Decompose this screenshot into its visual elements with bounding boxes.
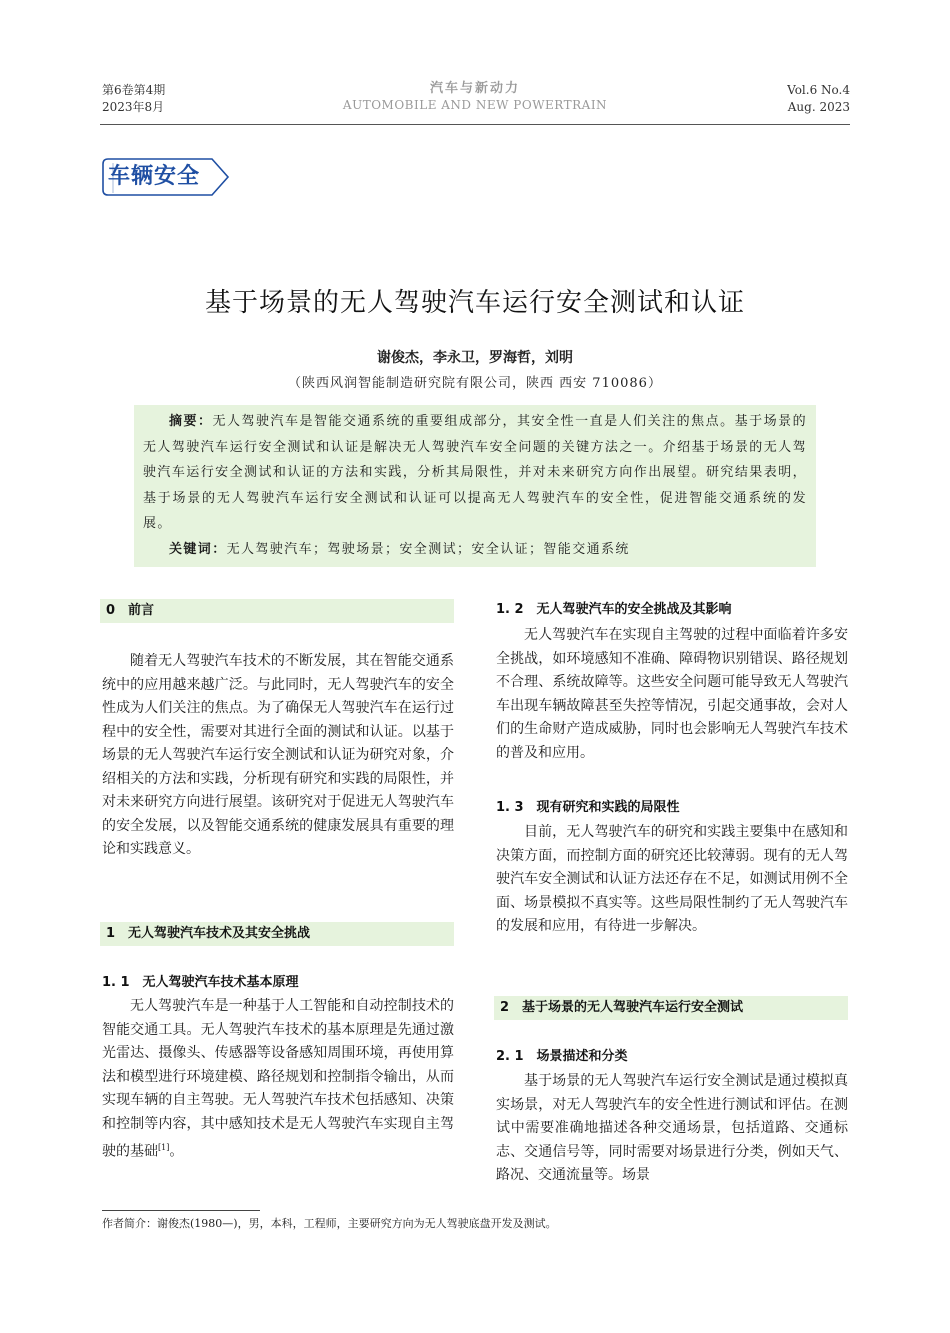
publish-date: 2023年8月 [102,100,165,114]
section-2-heading: 2 基于场景的无人驾驶汽车运行安全测试 [494,996,848,1020]
column-badge-label: 车辆安全 [108,164,201,189]
abstract-paragraph [143,409,807,537]
section-1-1-end: 。 [169,1143,184,1160]
section-0-text: 随着无人驾驶汽车技术的不断发展，其在智能交通系统中的应用越来越广泛。与此同时，无人驾驶汽车的安全性成为人们关注的焦点。为了确保无人驾驶汽车在运行过程中的安全性，需要对其进行全面的测试和认证。以基于场景的无人驾驶汽车运行安全测试和认证为研究对象，介绍相关的方法和实践，分析现有研究和实践的局限性，并对未来研究方向进行展望。该研究对于促进无人驾驶汽车的安全发展，以及智能交通系统的健康发展具有重要的理论和实践意义。 [102,653,454,857]
paper-title: 基于场景的无人驾驶汽车运行安全测试和认证 [204,288,745,318]
column-badge [100,156,234,198]
section-2-1-text: 基于场景的无人驾驶汽车运行安全测试是通过模拟真实场景，对无人驾驶汽车的安全性进行测试和评估。在测试中需要准确地描述各种交通场景，包括道路、交通标志、交通信号等，同时需要对场景进行分类，例如天气、路况、交通流量等。场景 [496,1073,848,1183]
keywords-paragraph [143,537,807,563]
author-footnote: 作者简介：谢俊杰(1980—)，男，本科，工程师，主要研究方向为无人驾驶底盘开发及测试。 [102,1217,557,1230]
section-1-3-heading: 1. 3 现有研究和实践的局限性 [496,800,680,815]
abstract-box [134,405,816,567]
journal-name-cn: 汽车与新动力 [429,81,520,96]
journal-name-en: AUTOMOBILE AND NEW POWERTRAIN [342,98,608,112]
section-1-heading: 1 无人驾驶汽车技术及其安全挑战 [100,922,454,946]
section-2-1-heading: 2. 1 场景描述和分类 [496,1049,628,1064]
section-1-3-text: 目前，无人驾驶汽车的研究和实践主要集中在感知和决策方面，而控制方面的研究还比较薄弱。现有的无人驾驶汽车安全测试和认证方法还存在不足，如测试用例不全面、场景模拟不真实等。这些局限性制约了无人驾驶汽车的发展和应用，有待进一步解决。 [496,824,848,934]
publish-date-en: Aug. 2023 [787,100,850,114]
section-1-2-body [496,624,848,765]
keywords-text: 无人驾驶汽车；驾驶场景；安全测试；安全认证；智能交通系统 [226,541,630,557]
citation-1: [1] [158,1143,170,1152]
header-right [787,82,850,116]
section-1-2-text: 无人驾驶汽车在实现自主驾驶的过程中面临着许多安全挑战，如环境感知不准确、障碍物识别错误、路径规划不合理、系统故障等。这些安全问题可能导致无人驾驶汽车出现车辆故障甚至失控等情况，引起交通事故，会对人们的生命财产造成威胁，同时也会影响无人驾驶汽车技术的普及和应用。 [496,627,848,761]
section-0-heading: 0 前言 [100,599,454,623]
section-1-1-heading: 1. 1 无人驾驶汽车技术基本原理 [102,975,299,990]
header-divider [100,124,850,125]
section-1-3-body [496,821,848,939]
section-1-1-body [102,995,454,1164]
affiliation: （陕西风润智能制造研究院有限公司，陕西 西安 710086） [288,376,662,391]
section-1-2-heading: 1. 2 无人驾驶汽车的安全挑战及其影响 [496,602,732,617]
volume-issue-en: Vol.6 No.4 [787,83,850,97]
keywords-label: 关键词： [169,541,227,557]
section-1-1-paragraph [102,995,454,1164]
volume-issue: 第6卷第4期 [102,83,166,97]
section-1-1-text: 无人驾驶汽车是一种基于人工智能和自动控制技术的智能交通工具。无人驾驶汽车技术的基本原理是先通过激光雷达、摄像头、传感器等设备感知周围环境，再使用算法和模型进行环境建模、路径规划和控制指令输出，从而实现车辆的自主驾驶。无人驾驶汽车技术包括感知、决策和控制等内容，其中感知技术是无人驾驶汽车实现自主驾驶的基础 [102,998,454,1160]
section-0-body [102,650,454,862]
authors: 谢俊杰，李永卫，罗海哲，刘明 [377,350,573,366]
abstract-text: 无人驾驶汽车是智能交通系统的重要组成部分，其安全性一直是人们关注的焦点。基于场景的无人驾驶汽车运行安全测试和认证是解决无人驾驶汽车安全问题的关键方法之一。介绍基于场景的无人驾驶汽车运行安全测试和认证的方法和实践，分析其局限性，并对未来研究方向作出展望。研究结果表明，基于场景的无人驾驶汽车运行安全测试和认证可以提高无人驾驶汽车的安全性，促进智能交通系统的发展。 [143,414,808,531]
abstract-label: 摘要： [169,414,213,429]
section-2-1-body [496,1070,848,1188]
footnote-divider [102,1210,260,1211]
